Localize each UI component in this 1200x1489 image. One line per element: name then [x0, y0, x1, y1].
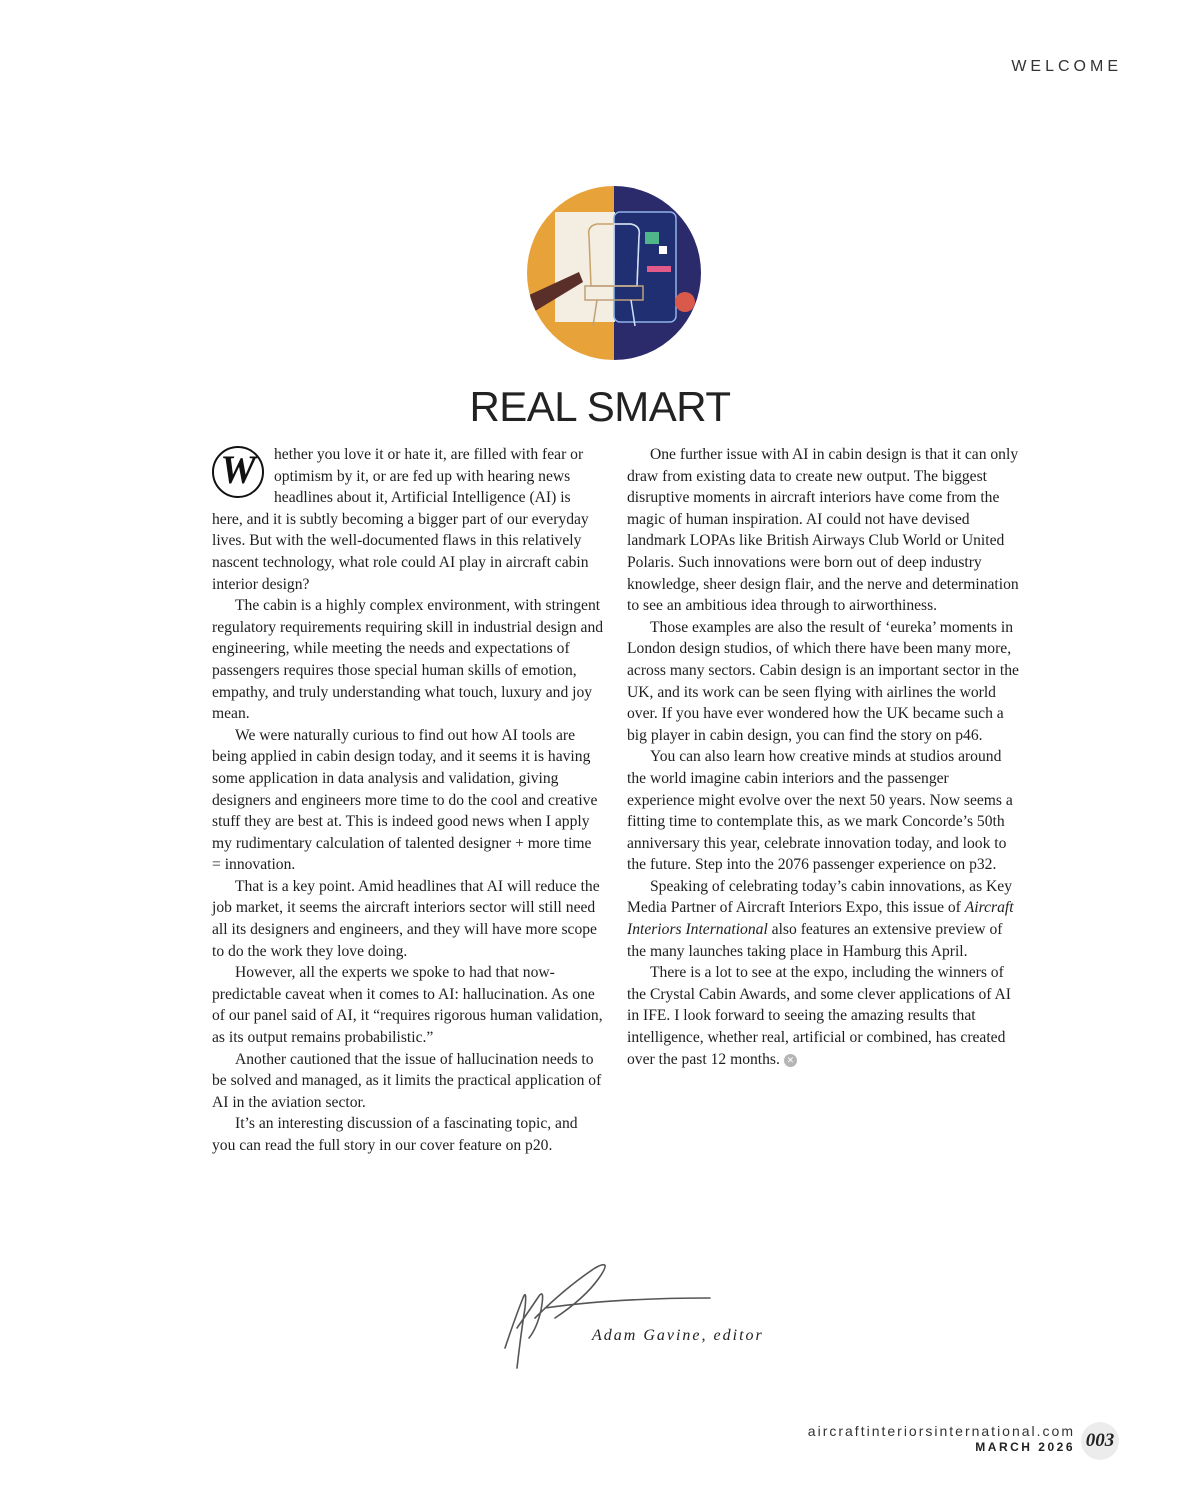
article-paragraph: There is a lot to see at the expo, including the winners of the Crystal Cabin Awards, and some clever applications of AI in IFE. I look forward to seeing the amazing results that intelligence, whether real, artificial or combined, has created over the past 12 months. ✕	[627, 964, 1011, 1068]
article-title: REAL SMART	[469, 383, 731, 430]
website-url[interactable]: aircraftinteriorsinternational.com	[807, 1423, 1075, 1439]
hero-illustration	[527, 186, 701, 360]
editor-name: Adam Gavine, editor	[592, 1327, 764, 1344]
article-paragraph: Those examples are also the result of ‘eureka’ moments in London design studios, of which there have been many more, across many sectors. Cabin design is an important sector in the UK, and its work can be seen flying with airlines the world over. If you have ever wondered how the UK became such a big player in cabin design, you can find the story on p46.	[627, 618, 1019, 744]
publication-name: Aircraft Interiors International	[627, 899, 1014, 939]
article-paragraph: Another cautioned that the issue of hallucination needs to be solved and managed, as it limits the practical application of AI in the aviation sector.	[212, 1050, 602, 1111]
end-of-article-icon: ✕	[784, 1054, 797, 1067]
article-paragraph: Speaking of celebrating today’s cabin innovations, as Key Media Partner of Aircraft Interiors Expo, this issue of Aircraft Interiors International also features an extensive preview of the many launches taking place in Hamburg this April.	[627, 877, 1014, 960]
article-paragraph: It’s an interesting discussion of a fascinating topic, and you can read the full story in our cover feature on p20.	[212, 1115, 578, 1154]
section-label: WELCOME	[1011, 58, 1122, 75]
article-paragraph: One further issue with AI in cabin design is that it can only draw from existing data to create new output. The biggest disruptive moments in aircraft interiors have come from the magic of human inspiration. AI could not have devised landmark LOPAs like British Airways Club World or United Polaris. Such innovations were born out of deep industry knowledge, sheer design flair, and the nerve and determination to see an ambitious idea through to airworthiness.	[627, 446, 1019, 615]
issue-date: MARCH 2026	[975, 1440, 1075, 1454]
article-column-left	[212, 444, 604, 1157]
article-paragraph: We were naturally curious to find out how AI tools are being applied in cabin design today, and it seems it is having some application in data analysis and validation, giving designers and engineers more time to do the cool and creative stuff they are best at. This is indeed good news when I apply my rudimentary calculation of talented designer + more time = innovation.	[212, 726, 598, 874]
ai-cabin-seat-illustration	[527, 186, 701, 360]
article-paragraph: W hether you love it or hate it, are filled with fear or optimism by it, or are fed up with hearing news headlines about it, Artificial Intelligence (AI) is here, and it is subtly becoming a bigger part of our everyday lives. But with the well-documented flaws in this relatively nascent technology, what role could AI play in aircraft cabin interior design?	[212, 446, 589, 593]
article-paragraph: You can also learn how creative minds at studios around the world imagine cabin interiors and the passenger experience might evolve over the next 50 years. Now seems a fitting time to contemplate this, as we mark Concorde’s 50th anniversary this year, celebrate innovation today, and look to the future. Step into the 2076 passenger experience on p32.	[627, 748, 1013, 874]
page-number: 003	[1081, 1422, 1119, 1460]
article-paragraph: That is a key point. Amid headlines that AI will reduce the job market, it seems the aircraft interiors sector will still need all its designers and engineers, and they will have more scope to do the work they love doing.	[212, 877, 600, 960]
article-paragraph: However, all the experts we spoke to had that now-predictable caveat when it comes to AI: hallucination. As one of our panel said of AI, it “requires rigorous human validation, as its output remains probabilistic.”	[212, 964, 603, 1047]
editor-signature	[495, 1258, 735, 1378]
article-column-right	[627, 444, 1019, 1070]
drop-cap: W	[212, 446, 264, 498]
article-paragraph: The cabin is a highly complex environment, with stringent regulatory requirements requiring skill in industrial design and engineering, while meeting the needs and expectations of passengers requires those special human skills of emotion, empathy, and truly understanding what touch, luxury and joy mean.	[212, 597, 604, 723]
